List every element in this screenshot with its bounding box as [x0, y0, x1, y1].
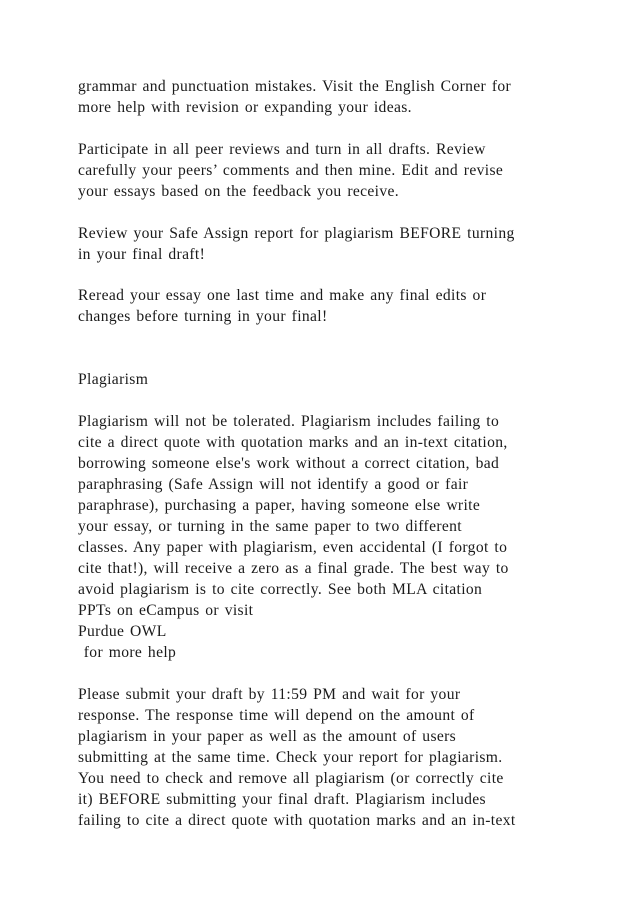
section-heading-plagiarism: Plagiarism [78, 371, 149, 388]
text-line: in your final draft! [78, 246, 206, 263]
text-line: paraphrase), purchasing a paper, having someone else write [78, 497, 481, 514]
text-line: paraphrasing (Safe Assign will not identify a good or fair [78, 476, 469, 493]
text-line: carefully your peers’ comments and then mine. Edit and revise [78, 162, 504, 179]
text-line: it) BEFORE submitting your final draft. Plagiarism includes [78, 791, 486, 808]
text-line: plagiarism in your paper as well as the amount of users [78, 728, 457, 745]
text-line: for more help [78, 644, 177, 661]
text-line: You need to check and remove all plagiarism (or correctly cite [78, 770, 504, 787]
text-line: Plagiarism will not be tolerated. Plagiarism includes failing to [78, 413, 500, 430]
text-line: Please submit your draft by 11:59 PM and wait for your [78, 686, 461, 703]
text-line: changes before turning in your final! [78, 308, 328, 325]
text-line: more help with revision or expanding your ideas. [78, 99, 412, 116]
text-line: failing to cite a direct quote with quotation marks and an in-text [78, 812, 516, 829]
text-line: your essay, or turning in the same paper to two different [78, 518, 462, 535]
text-line: your essays based on the feedback you receive. [78, 183, 400, 200]
purdue-owl-link[interactable]: Purdue OWL [78, 623, 167, 640]
text-line: borrowing someone else's work without a correct citation, bad [78, 455, 500, 472]
text-line: cite a direct quote with quotation marks and an in-text citation, [78, 434, 508, 451]
text-line: grammar and punctuation mistakes. Visit the English Corner for [78, 78, 512, 95]
text-line: Reread your essay one last time and make any final edits or [78, 287, 487, 304]
text-line: avoid plagiarism is to cite correctly. See both MLA citation [78, 581, 483, 598]
text-line: classes. Any paper with plagiarism, even accidental (I forgot to [78, 539, 508, 556]
text-line: Participate in all peer reviews and turn in all drafts. Review [78, 141, 486, 158]
text-line: response. The response time will depend on the amount of [78, 707, 475, 724]
text-line: cite that!), will receive a zero as a final grade. The best way to [78, 560, 509, 577]
text-line: PPTs on eCampus or visit [78, 602, 254, 619]
text-line: Review your Safe Assign report for plagiarism BEFORE turning [78, 225, 515, 242]
text-line: submitting at the same time. Check your report for plagiarism. [78, 749, 503, 766]
